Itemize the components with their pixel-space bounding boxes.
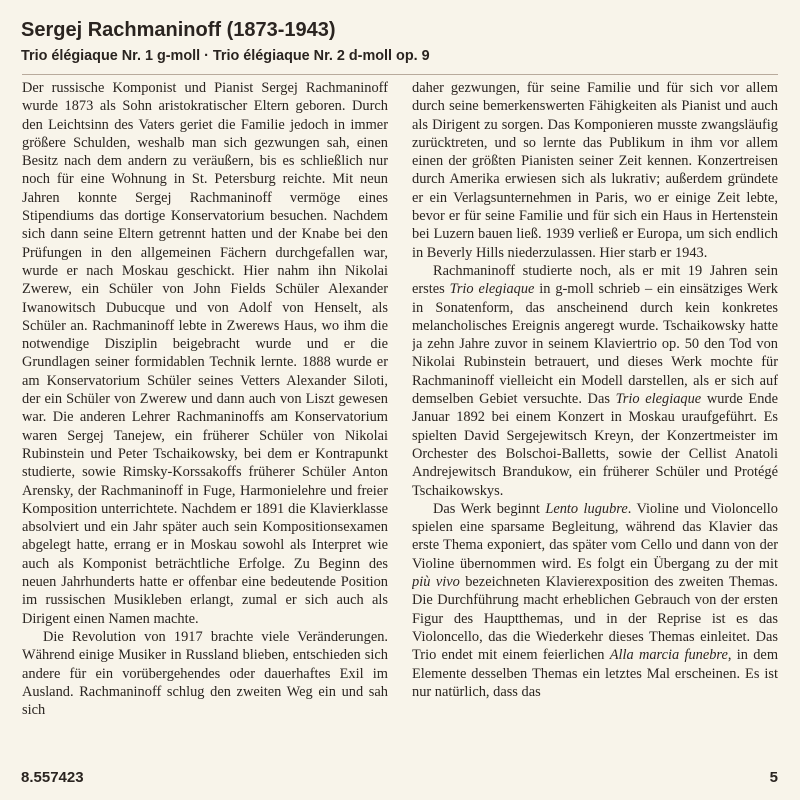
work-title: Trio elegiaque xyxy=(615,391,702,408)
catalog-number: 8.557423 xyxy=(21,769,84,786)
tempo-marking: Alla marcia funebre xyxy=(609,647,728,664)
paragraph-text: , in dem Elemente desselben Themas ein letztes Mal erscheinen. Es ist nur natürlich, dass das xyxy=(412,647,778,700)
paragraph xyxy=(412,262,778,500)
text-columns xyxy=(22,79,778,765)
paragraph: daher gezwungen, für seine Familie und für sich vor allem durch seine bemerkenswerten Fähigkeiten als Pianist und auch als Dirigent zu sorgen. Das Komponieren musste zwangsläufig zurücktreten, und so lernte das Publikum in ihm vor allem einen der größten Pianisten seiner Zeit kennen. Konzertreisen durch Amerika erwiesen sich als lukrativ; außerdem gründete er ein Verlagsunternehmen in Paris, wo er einige Zeit lebte, bevor er für seine Familie und für sich ein Haus in Hertenstein bei Luzern bauen ließ. 1939 verließ er Europa, um sich endlich in Beverly Hills niederzulassen. Hier starb er 1943. xyxy=(412,80,778,261)
work-title: Trio elegiaque xyxy=(449,281,535,298)
tempo-marking: più vivo xyxy=(412,574,460,591)
paragraph-text: Rachmaninoff studierte noch, als er mit 19 Jahren sein erstes xyxy=(412,262,778,298)
paragraph: Der russische Komponist und Pianist Sergej Rachmaninoff wurde 1873 als Sohn aristokratischer Eltern geboren. Durch den Leichtsinn des Vaters geriet die Familie jedoch in immer größere Schulden, weshalb man sich gezwungen sah, einen Besitz nach dem andern zu veräußern, bis es schließlich nur noch für eine Wohnung in St. Petersburg reichte. Mit neun Jahren konnte Sergej Rachmaninoff vermöge eines Stipendiums das dortige Konservatorium besuchen. Nachdem sich dann seine Eltern getrennt hatten und der Knabe bei den Prüfungen in den allgemeinen Fächern durchgefallen war, wurde er nach Moskau geschickt. Hier nahm ihn Nikolai Zwerew, ein Schüler von John Fields Schüler Alexander Iwanowitsch Dubucque und von Adolf von Henselt, als Schüler an. Rachmaninoff lebte in Zwerews Haus, wo ihm die notwendige Disziplin beigebracht wurde und er die Grundlagen seiner formidablen Technik lernte. 1888 wurde er am Konservatorium Schüler seines Vetters Alexander Siloti, der ein Schüler von Zwerew und dann auch von Liszt gewesen war. Die anderen Lehrer Rachmaninoffs am Konservatorium waren Sergej Tanejew, ein früherer Schüler von Nikolai Rubinstein und Peter Tschaikowsky, bei dem er Kontrapunkt studierte, sowie Rimsky-Korssakoffs früherer Schüler Anton Arensky, der Rachmaninoff in Fuge, Harmonielehre und freier Komposition unterrichtete. Nachdem er 1891 die Klavierklasse absolviert und ein Jahr später auch sein Kompositionsexamen abgelegt hatte, errang er in Moskau sowohl als Interpret wie auch als Komponist beträchtliche Erfolge. Zu Beginn des neuen Jahrhunderts hatte er offenbar eine bedeutende Position im russischen Musikleben erlangt, zumal er sich auch als Dirigent einen Namen machte. xyxy=(22,80,388,627)
paragraph-text: in g-moll schrieb – ein einsätziges Werk in Sonatenform, das anscheinend durch kein konkretes melancholisches Ereignis angeregt wurde. Tschaikowsky hatte ja zehn Jahre zuvor in seinem Klaviertrio op. 50 den Tod von Nikolai Rubinstein betrauert, und dieses Werk mochte für Rachmaninoff vielleicht ein Modell darstellen, als er sich auf demselben Gebiet versuchte. Das xyxy=(412,281,778,408)
tempo-marking: Lento lugubre xyxy=(545,500,628,517)
page-header xyxy=(21,17,430,66)
page-title: Sergej Rachmaninoff (1873-1943) xyxy=(21,19,336,41)
page-footer xyxy=(21,768,778,788)
paragraph-text: Das Werk beginnt xyxy=(433,500,546,517)
paragraph-text: . Violine und Violoncello spielen eine sparsame Begleitung, während das Klavier das erste Thema exponiert, das später vom Cello und dann von der Violine übernommen wird. Es folgt ein Übergang zu der mit xyxy=(412,500,778,572)
paragraph-text: bezeichneten Klavierexposition des zweiten Themas. Die Durchführung macht erheblichen Gebrauch von der ersten Figur des Hauptthemas, und in der Reprise ist es das Violoncello, das die Wiederkehr dieses Themas einleitet. Das Trio endet mit einem feierlichen xyxy=(412,574,778,664)
paragraph-text: wurde Ende Januar 1892 bei einem Konzert in Moskau uraufgeführt. Es spielten David Sergejewitsch Kreyn, der Konzertmeister im Orchester des Bolschoi-Balletts, sowie der Cellist Anatoli Andrejewitsch Brandukow, ein früherer Schüler und Protégé Tschaikowskys. xyxy=(412,391,778,499)
paragraph: Die Revolution von 1917 brachte viele Veränderungen. Während einige Musiker in Russland blieben, entschieden sich andere für ein vorübergehendes oder dauerhaftes Exil im Ausland. Rachmaninoff schlug den zweiten Weg ein und sah sich xyxy=(22,628,388,719)
paragraph xyxy=(412,500,778,701)
page-subtitle: Trio élégiaque Nr. 1 g-moll · Trio élégiaque Nr. 2 d-moll op. 9 xyxy=(21,48,430,64)
right-column xyxy=(412,79,778,765)
header-divider xyxy=(22,74,778,75)
page-number: 5 xyxy=(769,769,778,786)
left-column xyxy=(22,79,388,765)
